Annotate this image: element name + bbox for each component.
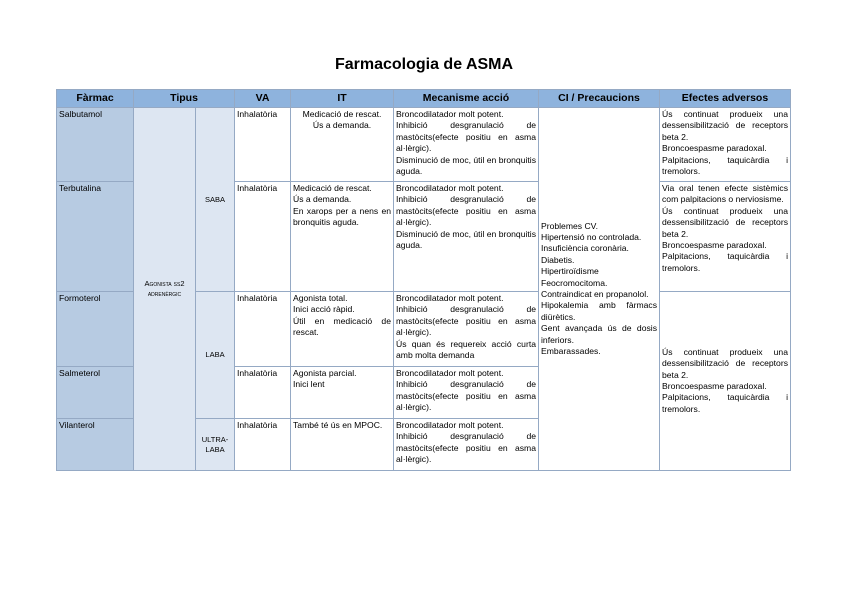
it-line: En xarops per a nens en bronquitis aguda. (293, 205, 391, 228)
ci-line: Hipertensió no controlada. (541, 231, 642, 242)
it-line: També té ús en MPOC. (293, 420, 383, 430)
it-cell (291, 108, 394, 182)
efectes-line: Palpitacions, taquicàrdia i tremolors. (662, 154, 788, 177)
header-row (57, 90, 791, 108)
it-line: Agonista total. (293, 293, 348, 303)
ci-line: Diabetis. (541, 254, 575, 265)
header-efectes: Efectes adversos (660, 90, 791, 108)
header-ci: CI / Precaucions (539, 90, 660, 108)
efectes-cell (660, 182, 791, 292)
efectes-line: Ús continuat produeix una dessensibilització de receptors beta 2. (662, 205, 788, 239)
subtype-laba: LABA (196, 292, 235, 419)
tipus-group: Agonista ß2 adrenèrgic (134, 108, 196, 471)
it-cell (291, 182, 394, 292)
pharmacology-table (56, 89, 791, 471)
drug-name: Salmeterol (57, 367, 134, 419)
mecanisme-line: Inhibició desgranulació de mastòcits(efecte positiu en asma al·lèrgic). (396, 431, 536, 465)
mecanisme-line: Broncodilatador molt potent. (396, 109, 504, 119)
drug-name: Formoterol (57, 292, 134, 367)
it-line: Útil en medicació de rescat. (293, 315, 391, 338)
efectes-line: Palpitacions, taquicàrdia i tremolors. (662, 251, 788, 273)
it-cell (291, 367, 394, 419)
it-cell (291, 292, 394, 367)
header-farmac: Fàrmac (57, 90, 134, 108)
mecanisme-cell (394, 108, 539, 182)
ci-line: Embarassades. (541, 346, 601, 357)
mecanisme-cell (394, 367, 539, 419)
ci-line: Problemes CV. (541, 220, 599, 231)
header-it: IT (291, 90, 394, 108)
it-line: Agonista parcial. (293, 368, 357, 378)
efectes-line: Ús continuat produeix una dessensibilització de receptors beta 2. (662, 109, 788, 142)
table-row (57, 108, 791, 182)
efectes-cell (660, 108, 791, 182)
mecanisme-line: Inhibició desgranulació de mastòcits(efecte positiu en asma al·lèrgic). (396, 304, 536, 338)
mecanisme-cell (394, 292, 539, 367)
it-line: Ús a demanda. (312, 120, 372, 131)
ci-line: Contraindicat en propanolol. (541, 289, 649, 299)
ci-line: Insuficiència coronària. (541, 243, 629, 254)
subtype-saba: SABA (196, 108, 235, 292)
it-line: Ús a demanda. (293, 194, 352, 205)
drug-name: Terbutalina (57, 182, 134, 292)
drug-name: Salbutamol (57, 108, 134, 182)
efectes-line: Broncoespasme paradoxal. (662, 381, 767, 391)
va-cell: Inhalatòria (235, 367, 291, 419)
va-cell: Inhalatòria (235, 108, 291, 182)
mecanisme-line: Inhibició desgranulació de mastòcits(efecte positiu en asma al·lèrgic). (396, 194, 536, 228)
mecanisme-line: Broncodilatador molt potent. (396, 183, 504, 193)
ci-line: Gent avançada ús de dosis inferiors. (541, 323, 657, 345)
efectes-line: Palpitacions, taquicàrdia i tremolors. (662, 392, 788, 414)
mecanisme-cell (394, 182, 539, 292)
mecanisme-line: Disminució de moc, útil en bronquitis aguda. (396, 228, 536, 251)
header-tipus: Tipus (134, 90, 235, 108)
ci-line: Feocromocitoma. (541, 277, 608, 288)
mecanisme-line: Broncodilatador molt potent. (396, 293, 504, 303)
mecanisme-line: Disminució de moc, útil en bronquitis aguda. (396, 154, 536, 177)
header-mecanisme: Mecanisme acció (394, 90, 539, 108)
it-line: Inici acció ràpid. (293, 304, 355, 315)
it-line: Inici lent (293, 379, 325, 390)
ci-line: Hipokalemia amb fàrmacs diürètics. (541, 300, 657, 322)
page-title: Farmacologia de ASMA (334, 56, 514, 73)
ci-cell (539, 108, 660, 471)
efectes-cell (660, 292, 791, 471)
drug-name: Vilanterol (57, 419, 134, 471)
va-cell: Inhalatòria (235, 419, 291, 471)
header-va: VA (235, 90, 291, 108)
va-cell: Inhalatòria (235, 182, 291, 292)
va-cell: Inhalatòria (235, 292, 291, 367)
ci-line: Hipertiroïdisme (541, 266, 599, 277)
mecanisme-line: Ús quan és requereix acció curta amb molta demanda (396, 338, 536, 361)
mecanisme-line: Broncodilatador molt potent. (396, 368, 504, 378)
mecanisme-cell (394, 419, 539, 471)
efectes-line: Broncoespasme paradoxal. (662, 143, 767, 154)
it-cell (291, 419, 394, 471)
efectes-line: Ús continuat produeix una dessensibilització de receptors beta 2. (662, 346, 788, 380)
it-line: Medicació de rescat. (293, 183, 372, 193)
mecanisme-line: Broncodilatador molt potent. (396, 420, 504, 430)
efectes-line: Broncoespasme paradoxal. (662, 240, 767, 251)
it-line: Medicació de rescat. (302, 109, 382, 119)
subtype-ultra-laba: ULTRA-LABA (196, 419, 235, 471)
mecanisme-line: Inhibició desgranulació de mastòcits(efecte positiu en asma al·lèrgic). (396, 379, 536, 413)
mecanisme-line: Inhibició desgranulació de mastòcits(efecte positiu en asma al·lèrgic). (396, 120, 536, 154)
efectes-line: Via oral tenen efecte sistèmics com palpitacions o nerviosisme. (662, 183, 788, 205)
